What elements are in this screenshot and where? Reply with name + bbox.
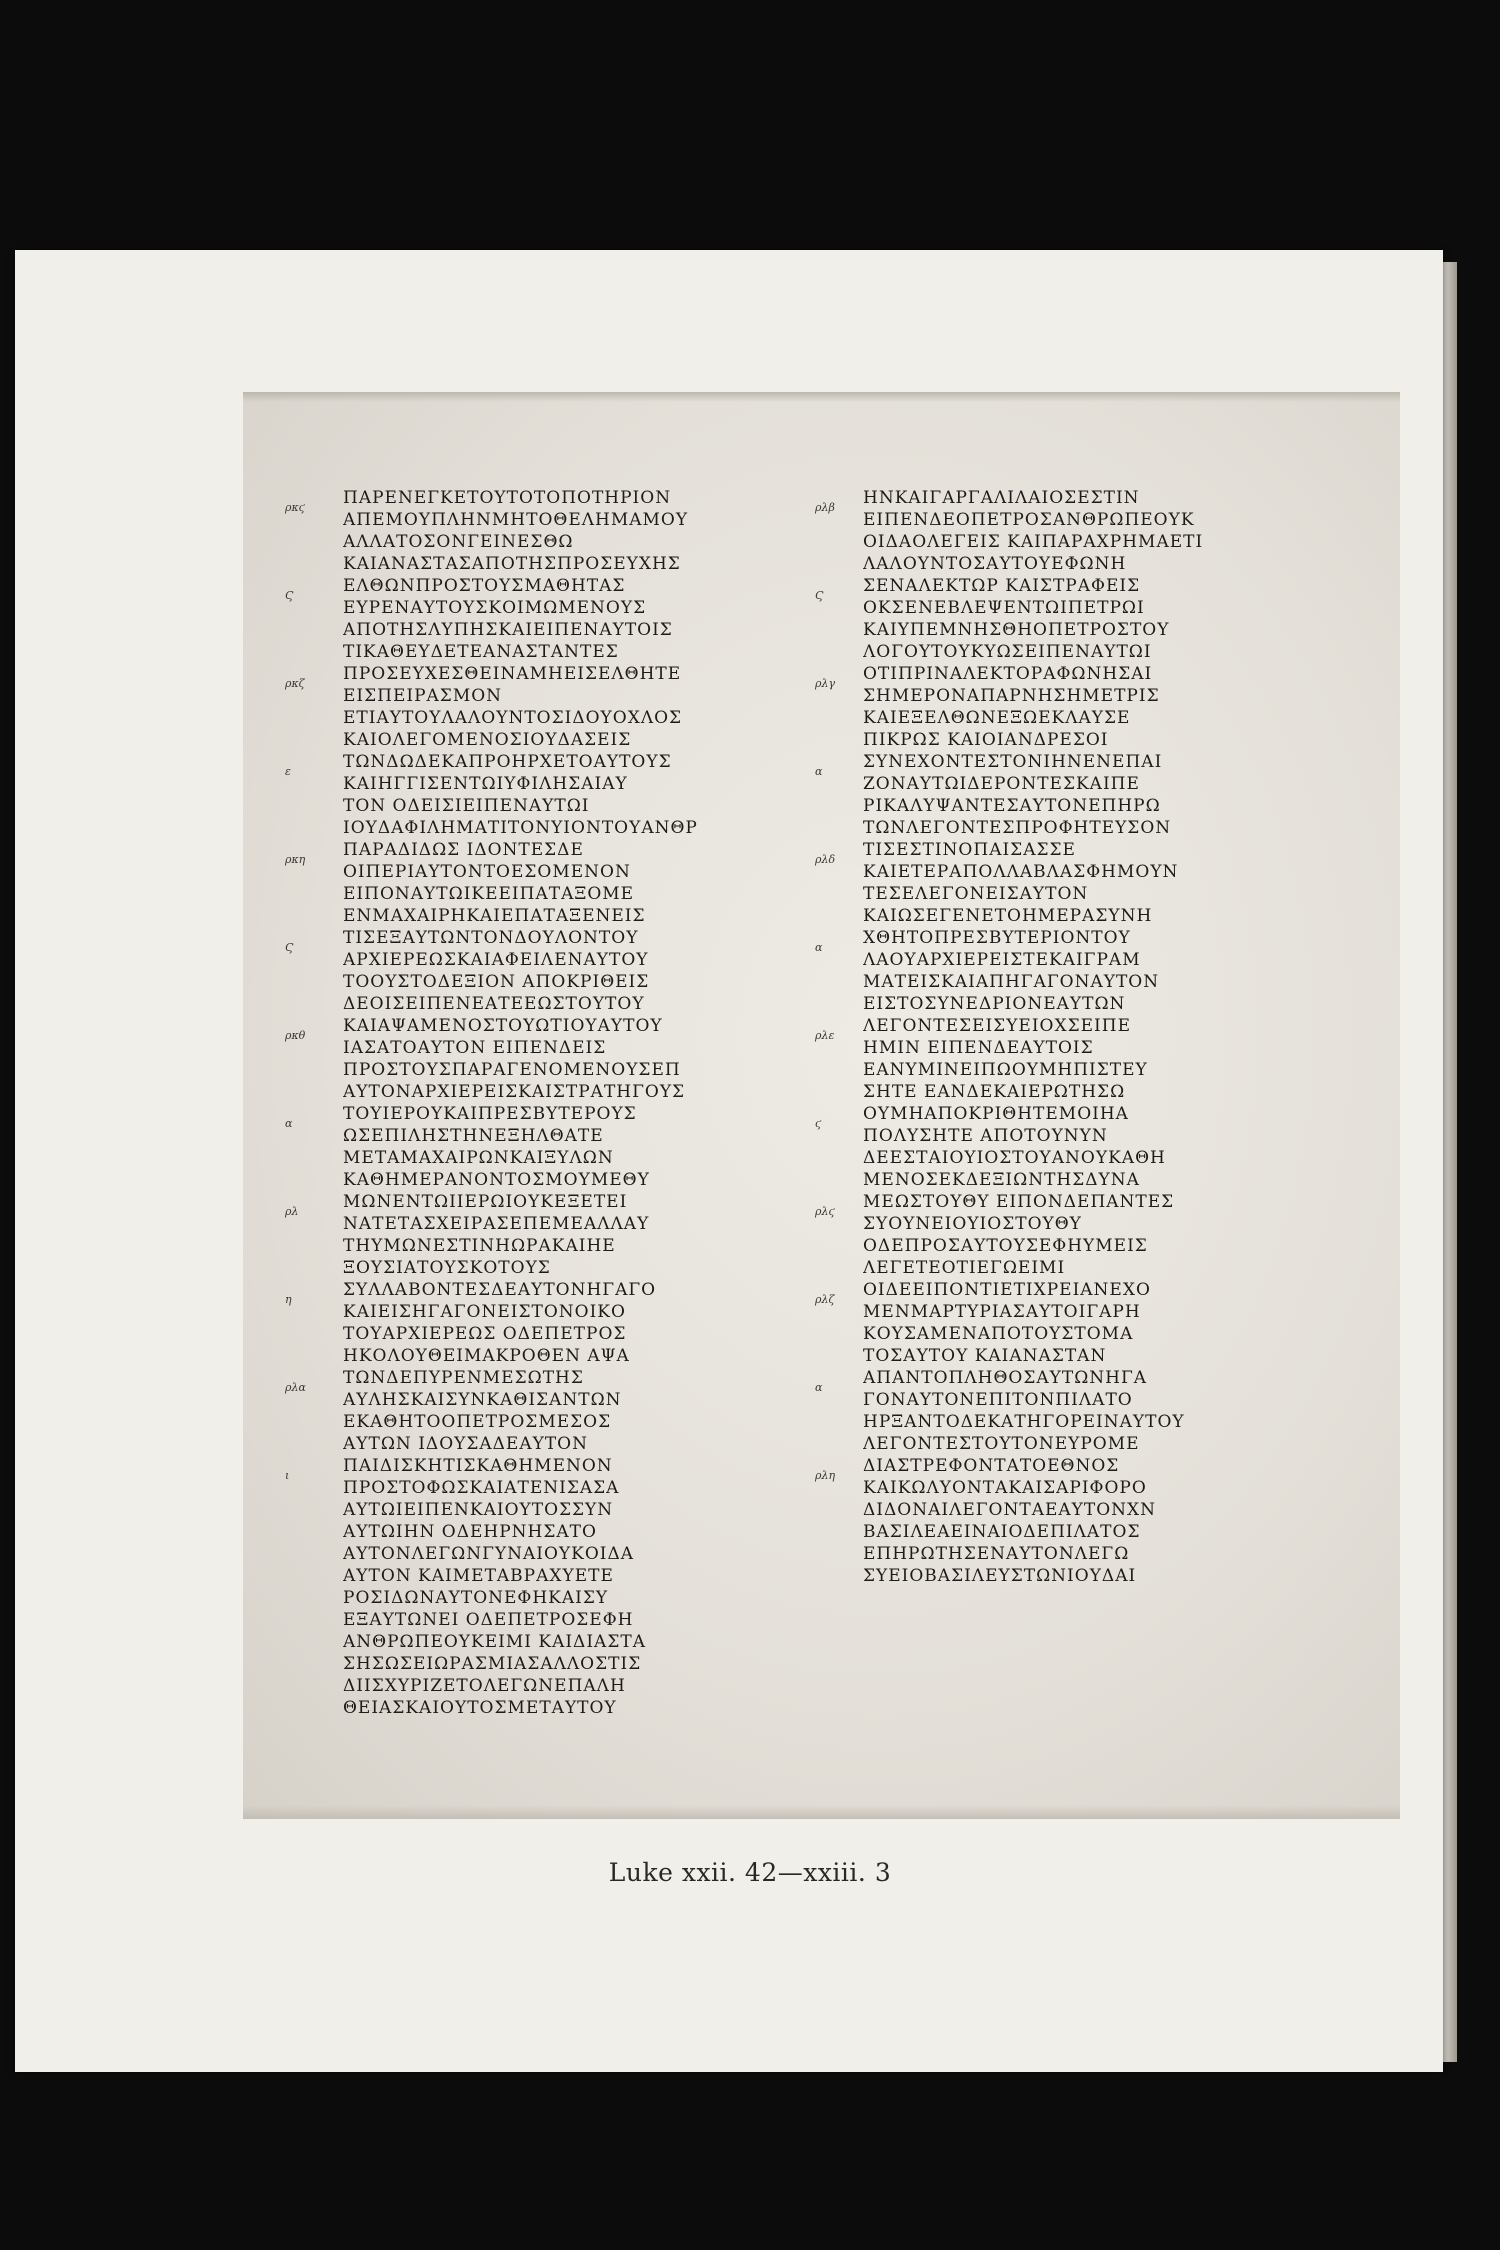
manuscript-line: ΑΥΤΟΝΑΡΧΙΕΡΕΙΣΚΑΙΣΤΡΑΤΗΓΟΥΣ: [343, 1082, 686, 1102]
margin-note: Ϛ: [285, 589, 294, 602]
margin-note: ρλα: [285, 1381, 306, 1394]
margin-note: ρλγ: [815, 677, 836, 690]
manuscript-line: ΑΠΕΜΟΥΠΛΗΝΜΗΤΟΘΕΛΗΜΑΜΟΥ: [343, 510, 689, 530]
manuscript-line: ΡΟΣΙΔΩΝΑΥΤΟΝΕΦΗΚΑΙΣΥ: [343, 1588, 609, 1608]
manuscript-line: ΑΠΟΤΗΣΛΥΠΗΣΚΑΙΕΙΠΕΝΑΥΤΟΙΣ: [343, 620, 673, 640]
manuscript-line: ΣΗΣΩΣΕΙΩΡΑΣΜΙΑΣΑΛΛΟΣΤΙΣ: [343, 1654, 642, 1674]
manuscript-line: ΘΕΙΑΣΚΑΙΟΥΤΟΣΜΕΤΑΥΤΟΥ: [343, 1698, 617, 1718]
manuscript-line: ΤΩΝΔΕΠΥΡΕΝΜΕΣΩΤΗΣ: [343, 1368, 584, 1388]
manuscript-line: ΑΛΛΑΤΟΣΟΝΓΕΙΝΕΣΘΩ: [343, 532, 574, 552]
manuscript-line: ΔΙΔΟΝΑΙΛΕΓΟΝΤΑΕΑΥΤΟΝΧΝ: [863, 1500, 1157, 1520]
manuscript-line: ΚΑΙΑΨΑΜΕΝΟΣΤΟΥΩΤΙΟΥΑΥΤΟΥ: [343, 1016, 663, 1036]
manuscript-line: ΝΑΤΕΤΑΣΧΕΙΡΑΣΕΠΕΜΕΑΛΛΑΥ: [343, 1214, 650, 1234]
manuscript-line: ΛΕΓΟΝΤΕΣΕΙΣΥΕΙΟΧΣΕΙΠΕ: [863, 1016, 1131, 1036]
manuscript-line: ΙΑΣΑΤΟΑΥΤΟΝ ΕΙΠΕΝΔΕΙΣ: [343, 1038, 607, 1058]
manuscript-line: ΤΩΝΛΕΓΟΝΤΕΣΠΡΟΦΗΤΕΥΣΟΝ: [863, 818, 1172, 838]
margin-note: ϛ: [815, 1117, 822, 1130]
manuscript-line: ΒΑΣΙΛΕΑΕΙΝΑΙΟΔΕΠΙΛΑΤΟΣ: [863, 1522, 1141, 1542]
manuscript-line: ΛΕΓΕΤΕΟΤΙΕΓΩΕΙΜΙ: [863, 1258, 1066, 1278]
manuscript-line: ΕΛΘΩΝΠΡΟΣΤΟΥΣΜΑΘΗΤΑΣ: [343, 576, 626, 596]
manuscript-line: ΤΙΣΕΞΑΥΤΩΝΤΟΝΔΟΥΛΟΝΤΟΥ: [343, 928, 639, 948]
plate-bottom-edge: [243, 1805, 1400, 1819]
manuscript-line: ΚΑΙΕΙΣΗΓΑΓΟΝΕΙΣΤΟΝΟΙΚΟ: [343, 1302, 626, 1322]
manuscript-line: ΕΙΠΕΝΔΕΟΠΕΤΡΟΣΑΝΘΡΩΠΕΟΥΚ: [863, 510, 1195, 530]
manuscript-line: ΠΙΚΡΩΣ ΚΑΙΟΙΑΝΔΡΕΣΟΙ: [863, 730, 1109, 750]
manuscript-line: ΣΥΝΕΧΟΝΤΕΣΤΟΝΙΗΝΕΝΕΠΑΙ: [863, 752, 1163, 772]
margin-note: ρκζ: [285, 677, 305, 690]
manuscript-line: ΠΑΙΔΙΣΚΗΤΙΣΚΑΘΗΜΕΝΟΝ: [343, 1456, 613, 1476]
manuscript-line: ΠΟΛΥΣΗΤΕ ΑΠΟΤΟΥΝΥΝ: [863, 1126, 1108, 1146]
manuscript-line: ΗΝΚΑΙΓΑΡΓΑΛΙΛΑΙΟΣΕΣΤΙΝ: [863, 488, 1140, 508]
manuscript-line: ΛΑΛΟΥΝΤΟΣΑΥΤΟΥΕΦΩΝΗ: [863, 554, 1127, 574]
manuscript-line: ΚΑΙΕΞΕΛΘΩΝΕΞΩΕΚΛΑΥΣΕ: [863, 708, 1131, 728]
margin-note: ε: [285, 765, 291, 778]
manuscript-line: ΔΙΙΣΧΥΡΙΖΕΤΟΛΕΓΩΝΕΠΑΛΗ: [343, 1676, 626, 1696]
manuscript-line: ΚΑΙΥΠΕΜΝΗΣΘΗΟΠΕΤΡΟΣΤΟΥ: [863, 620, 1170, 640]
manuscript-line: ΔΕΟΙΣΕΙΠΕΝΕΑΤΕΕΩΣΤΟΥΤΟΥ: [343, 994, 645, 1014]
manuscript-line: ΖΟΝΑΥΤΩΙΔΕΡΟΝΤΕΣΚΑΙΠΕ: [863, 774, 1140, 794]
manuscript-line: ΟΤΙΠΡΙΝΑΛΕΚΤΟΡΑΦΩΝΗΣΑΙ: [863, 664, 1153, 684]
manuscript-line: ΚΑΘΗΜΕΡΑΝΟΝΤΟΣΜΟΥΜΕΘΥ: [343, 1170, 650, 1190]
margin-note: ρλη: [815, 1469, 836, 1482]
margin-note: ρλϛ: [815, 1205, 835, 1218]
manuscript-line: ΚΟΥΣΑΜΕΝΑΠΟΤΟΥΣΤΟΜΑ: [863, 1324, 1134, 1344]
manuscript-line: ΣΥΟΥΝΕΙΟΥΙΟΣΤΟΥΘΥ: [863, 1214, 1082, 1234]
right-text-column: [863, 487, 1333, 1587]
manuscript-line: ΑΥΤΩΙΗΝ ΟΔΕΗΡΝΗΣΑΤΟ: [343, 1522, 597, 1542]
manuscript-line: ΤΟΟΥΣΤΟΔΕΞΙΟΝ ΑΠΟΚΡΙΘΕΙΣ: [343, 972, 650, 992]
manuscript-line: ΟΔΕΠΡΟΣΑΥΤΟΥΣΕΦΗΥΜΕΙΣ: [863, 1236, 1148, 1256]
plate-top-edge: [243, 392, 1400, 402]
manuscript-line: ΚΑΙΚΩΛΥΟΝΤΑΚΑΙΣΑΡΙΦΟΡΟ: [863, 1478, 1147, 1498]
manuscript-line: ΠΡΟΣΤΟΥΣΠΑΡΑΓΕΝΟΜΕΝΟΥΣΕΠ: [343, 1060, 681, 1080]
manuscript-line: ΠΑΡΑΔΙΔΩΣ ΙΔΟΝΤΕΣΔΕ: [343, 840, 584, 860]
manuscript-line: ΣΗΤΕ ΕΑΝΔΕΚΑΙΕΡΩΤΗΣΩ: [863, 1082, 1126, 1102]
manuscript-line: ΤΩΝΔΩΔΕΚΑΠΡΟΗΡΧΕΤΟΑΥΤΟΥΣ: [343, 752, 672, 772]
manuscript-line: ΔΕΕΣΤΑΙΟΥΙΟΣΤΟΥΑΝΟΥΚΑΘΗ: [863, 1148, 1166, 1168]
manuscript-line: ΜΕΩΣΤΟΥΘΥ ΕΙΠΟΝΔΕΠΑΝΤΕΣ: [863, 1192, 1175, 1212]
manuscript-line: ΕΝΜΑΧΑΙΡΗΚΑΙΕΠΑΤΑΞΕΝΕΙΣ: [343, 906, 646, 926]
adjacent-page-edge: [1443, 262, 1457, 2062]
margin-note: ρκθ: [285, 1029, 306, 1042]
margin-note: ρλβ: [815, 501, 835, 514]
manuscript-line: ΣΕΝΑΛΕΚΤΩΡ ΚΑΙΣΤΡΑΦΕΙΣ: [863, 576, 1141, 596]
manuscript-line: ΕΠΗΡΩΤΗΣΕΝΑΥΤΟΝΛΕΓΩ: [863, 1544, 1130, 1564]
manuscript-line: ΠΡΟΣΤΟΦΩΣΚΑΙΑΤΕΝΙΣΑΣΑ: [343, 1478, 620, 1498]
margin-note: Ϛ: [815, 589, 824, 602]
manuscript-line: ΚΑΙΕΤΕΡΑΠΟΛΛΑΒΛΑΣΦΗΜΟΥΝ: [863, 862, 1179, 882]
margin-note: Ϛ: [285, 941, 294, 954]
manuscript-line: ΑΥΤΩΝ ΙΔΟΥΣΑΔΕΑΥΤΟΝ: [343, 1434, 588, 1454]
manuscript-line: ΣΗΜΕΡΟΝΑΠΑΡΝΗΣΗΜΕΤΡΙΣ: [863, 686, 1160, 706]
manuscript-line: ΚΑΙΟΛΕΓΟΜΕΝΟΣΙΟΥΔΑΣΕΙΣ: [343, 730, 632, 750]
manuscript-line: ΗΡΞΑΝΤΟΔΕΚΑΤΗΓΟΡΕΙΝΑΥΤΟΥ: [863, 1412, 1185, 1432]
manuscript-line: ΤΕΣΕΛΕΓΟΝΕΙΣΑΥΤΟΝ: [863, 884, 1089, 904]
manuscript-line: ΕΙΣΤΟΣΥΝΕΔΡΙΟΝΕΑΥΤΩΝ: [863, 994, 1126, 1014]
manuscript-line: ΛΑΟΥΑΡΧΙΕΡΕΙΣΤΕΚΑΙΓΡΑΜ: [863, 950, 1141, 970]
plate-caption: Luke xxii. 42—xxiii. 3: [608, 1858, 892, 1887]
manuscript-line: ΕΤΙΑΥΤΟΥΛΑΛΟΥΝΤΟΣΙΔΟΥΟΧΛΟΣ: [343, 708, 683, 728]
manuscript-line: ΟΙΔΕΕΙΠΟΝΤΙΕΤΙΧΡΕΙΑΝΕΧΟ: [863, 1280, 1151, 1300]
manuscript-line: ΤΟΣΑΥΤΟΥ ΚΑΙΑΝΑΣΤΑΝ: [863, 1346, 1107, 1366]
margin-note: ι: [285, 1469, 290, 1482]
manuscript-line: ΜΑΤΕΙΣΚΑΙΑΠΗΓΑΓΟΝΑΥΤΟΝ: [863, 972, 1160, 992]
manuscript-line: ΡΙΚΑΛΥΨΑΝΤΕΣΑΥΤΟΝΕΠΗΡΩ: [863, 796, 1161, 816]
manuscript-line: ΕΚΑΘΗΤΟΟΠΕΤΡΟΣΜΕΣΟΣ: [343, 1412, 612, 1432]
manuscript-line: ΕΞΑΥΤΩΝΕΙ ΟΔΕΠΕΤΡΟΣΕΦΗ: [343, 1610, 634, 1630]
manuscript-line: ΧΘΗΤΟΠΡΕΣΒΥΤΕΡΙΟΝΤΟΥ: [863, 928, 1131, 948]
manuscript-line: ΔΙΑΣΤΡΕΦΟΝΤΑΤΟΕΘΝΟΣ: [863, 1456, 1120, 1476]
manuscript-line: ΑΥΤΟΝ ΚΑΙΜΕΤΑΒΡΑΧΥΕΤΕ: [343, 1566, 614, 1586]
margin-note: α: [815, 1381, 823, 1394]
manuscript-line: ΤΗΥΜΩΝΕΣΤΙΝΗΩΡΑΚΑΙΗΕ: [343, 1236, 616, 1256]
margin-note: ρλδ: [815, 853, 836, 866]
manuscript-line: ΟΥΜΗΑΠΟΚΡΙΘΗΤΕΜΟΙΗΑ: [863, 1104, 1129, 1124]
manuscript-line: ΤΙΣΕΣΤΙΝΟΠΑΙΣΑΣΣΕ: [863, 840, 1076, 860]
manuscript-line: ΕΙΠΟΝΑΥΤΩΙΚΕΕΙΠΑΤΑΞΟΜΕ: [343, 884, 635, 904]
manuscript-line: ΤΟΥΙΕΡΟΥΚΑΙΠΡΕΣΒΥΤΕΡΟΥΣ: [343, 1104, 637, 1124]
margin-note: ρλε: [815, 1029, 835, 1042]
manuscript-line: ΕΙΣΠΕΙΡΑΣΜΟΝ: [343, 686, 503, 706]
manuscript-line: ΟΙΠΕΡΙΑΥΤΟΝΤΟΕΣΟΜΕΝΟΝ: [343, 862, 631, 882]
manuscript-line: ΜΕΝΜΑΡΤΥΡΙΑΣΑΥΤΟΙΓΑΡΗ: [863, 1302, 1141, 1322]
manuscript-line: ΚΑΙΗΓΓΙΣΕΝΤΩΙΥΦΙΛΗΣΑΙΑΥ: [343, 774, 628, 794]
manuscript-line: ΓΟΝΑΥΤΟΝΕΠΙΤΟΝΠΙΛΑΤΟ: [863, 1390, 1133, 1410]
manuscript-line: ΚΑΙΑΝΑΣΤΑΣΑΠΟΤΗΣΠΡΟΣΕΥΧΗΣ: [343, 554, 681, 574]
manuscript-line: ΑΥΛΗΣΚΑΙΣΥΝΚΑΘΙΣΑΝΤΩΝ: [343, 1390, 622, 1410]
manuscript-line: ΑΝΘΡΩΠΕΟΥΚΕΙΜΙ ΚΑΙΔΙΑΣΤΑ: [343, 1632, 646, 1652]
manuscript-line: ΜΕΤΑΜΑΧΑΙΡΩΝΚΑΙΞΥΛΩΝ: [343, 1148, 614, 1168]
manuscript-line: ΩΣΕΠΙΛΗΣΤΗΝΕΞΗΛΘΑΤΕ: [343, 1126, 604, 1146]
manuscript-line: ΗΚΟΛΟΥΘΕΙΜΑΚΡΟΘΕΝ ΑΨΑ: [343, 1346, 630, 1366]
manuscript-line: ΙΟΥΔΑΦΙΛΗΜΑΤΙΤΟΝΥΙΟΝΤΟΥΑΝΘΡ: [343, 818, 698, 838]
manuscript-line: ΕΥΡΕΝΑΥΤΟΥΣΚΟΙΜΩΜΕΝΟΥΣ: [343, 598, 647, 618]
manuscript-line: ΤΟΥΑΡΧΙΕΡΕΩΣ ΟΔΕΠΕΤΡΟΣ: [343, 1324, 627, 1344]
manuscript-line: ΤΟΝ ΟΔΕΙΣΙΕΙΠΕΝΑΥΤΩΙ: [343, 796, 590, 816]
manuscript-line: ΟΙΔΑΟΛΕΓΕΙΣ ΚΑΙΠΑΡΑΧΡΗΜΑΕΤΙ: [863, 532, 1204, 552]
manuscript-line: ΛΕΓΟΝΤΕΣΤΟΥΤΟΝΕΥΡΟΜΕ: [863, 1434, 1140, 1454]
manuscript-line: ΜΩΝΕΝΤΩΙΙΕΡΩΙΟΥΚΕΞΕΤΕΙ: [343, 1192, 628, 1212]
manuscript-plate: [243, 392, 1400, 1819]
margin-note: α: [285, 1117, 293, 1130]
manuscript-line: ΚΑΙΩΣΕΓΕΝΕΤΟΗΜΕΡΑΣΥΝΗ: [863, 906, 1153, 926]
manuscript-line: ΠΑΡΕΝΕΓΚΕΤΟΥΤΟΤΟΠΟΤΗΡΙΟΝ: [343, 488, 672, 508]
manuscript-line: ΣΥΕΙΟΒΑΣΙΛΕΥΣΤΩΝΙΟΥΔΑΙ: [863, 1566, 1137, 1586]
margin-note: η: [285, 1293, 292, 1306]
manuscript-line: ΑΠΑΝΤΟΠΛΗΘΟΣΑΥΤΩΝΗΓΑ: [863, 1368, 1148, 1388]
margin-note: ρλζ: [815, 1293, 835, 1306]
left-text-column: [343, 487, 793, 1719]
manuscript-line: ΕΑΝΥΜΙΝΕΙΠΩΟΥΜΗΠΙΣΤΕΥ: [863, 1060, 1148, 1080]
manuscript-line: ΟΚΣΕΝΕΒΛΕΨΕΝΤΩΙΠΕΤΡΩΙ: [863, 598, 1145, 618]
margin-note: ρλ: [285, 1205, 299, 1218]
manuscript-line: ΑΥΤΩΙΕΙΠΕΝΚΑΙΟΥΤΟΣΣΥΝ: [343, 1500, 614, 1520]
manuscript-line: ΠΡΟΣΕΥΧΕΣΘΕΙΝΑΜΗΕΙΣΕΛΘΗΤΕ: [343, 664, 682, 684]
manuscript-line: ΞΟΥΣΙΑΤΟΥΣΚΟΤΟΥΣ: [343, 1258, 551, 1278]
manuscript-line: ΛΟΓΟΥΤΟΥΚΥΩΣΕΙΠΕΝΑΥΤΩΙ: [863, 642, 1152, 662]
margin-note: ρκη: [285, 853, 306, 866]
manuscript-line: ΜΕΝΟΣΕΚΔΕΞΙΩΝΤΗΣΔΥΝΑ: [863, 1170, 1140, 1190]
manuscript-line: ΤΙΚΑΘΕΥΔΕΤΕΑΝΑΣΤΑΝΤΕΣ: [343, 642, 619, 662]
margin-note: α: [815, 941, 823, 954]
margin-note: ρκϛ: [285, 501, 305, 514]
manuscript-line: ΑΥΤΟΝΛΕΓΩΝΓΥΝΑΙΟΥΚΟΙΔΑ: [343, 1544, 635, 1564]
manuscript-line: ΗΜΙΝ ΕΙΠΕΝΔΕΑΥΤΟΙΣ: [863, 1038, 1094, 1058]
margin-note: α: [815, 765, 823, 778]
manuscript-line: ΑΡΧΙΕΡΕΩΣΚΑΙΑΦΕΙΛΕΝΑΥΤΟΥ: [343, 950, 649, 970]
manuscript-line: ΣΥΛΛΑΒΟΝΤΕΣΔΕΑΥΤΟΝΗΓΑΓΟ: [343, 1280, 657, 1300]
